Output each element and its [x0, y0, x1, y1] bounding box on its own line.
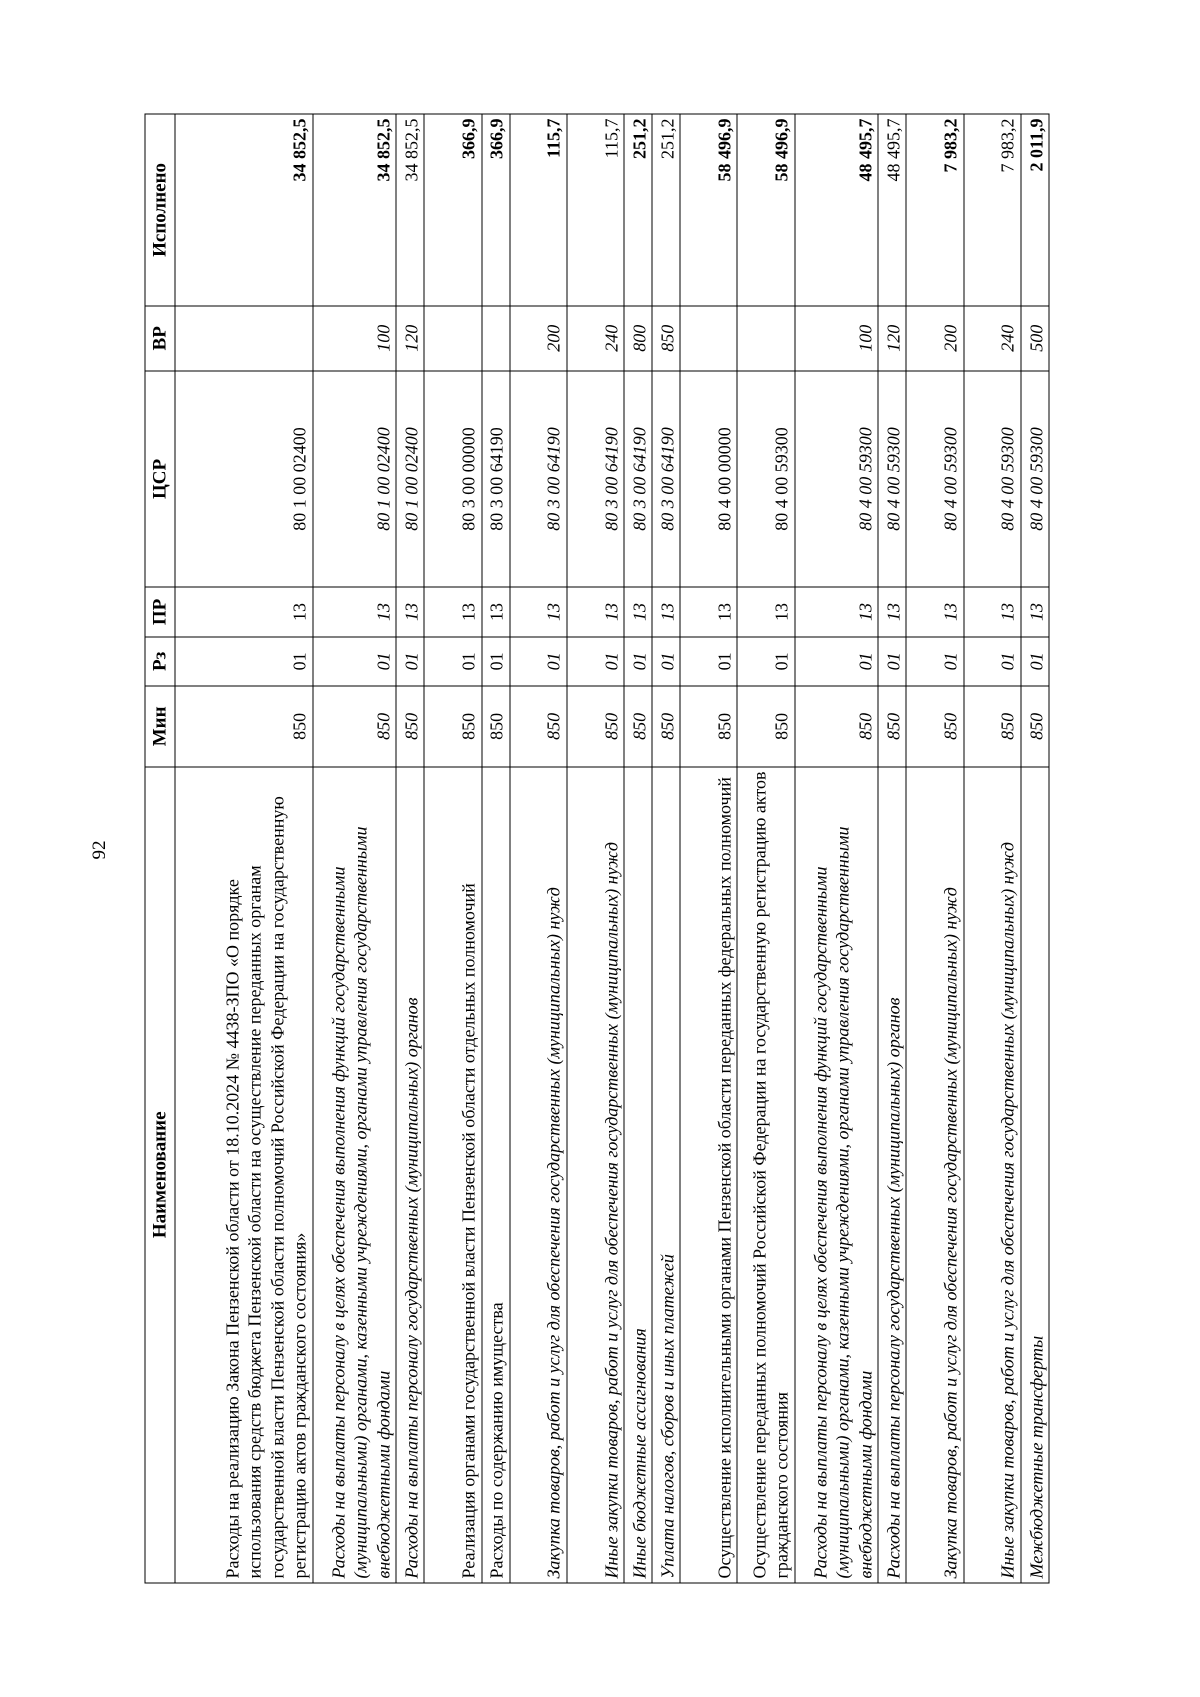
row-vr: 200	[510, 306, 567, 371]
row-done: 34 852,5	[396, 114, 424, 306]
row-vr: 850	[652, 306, 680, 371]
row-name: Иные закупки товаров, работ и услуг для обеспечения государственных (муниципальных) нужд	[964, 767, 1021, 1583]
header-vr: ВР	[145, 306, 175, 371]
header-pr: ПР	[145, 587, 175, 636]
row-name: Реализация органами государственной власти Пензенской области отдельных полномочий	[424, 767, 481, 1583]
table-row	[396, 114, 424, 1583]
row-min: 850	[482, 686, 510, 766]
row-pr: 13	[737, 587, 794, 636]
row-min: 850	[624, 686, 652, 766]
row-name: Осуществление переданных полномочий Российской Федерации на государственную регистрацию актов гражданского состояния	[737, 767, 794, 1583]
table-row	[482, 114, 510, 1583]
row-pr: 13	[396, 587, 424, 636]
row-done: 366,9	[482, 114, 510, 306]
row-min: 850	[313, 686, 397, 766]
row-vr	[424, 306, 481, 371]
budget-table	[145, 114, 1050, 1584]
row-min: 850	[878, 686, 906, 766]
row-min: 850	[737, 686, 794, 766]
row-name: Расходы на реализацию Закона Пензенской области от 18.10.2024 № 4438-ЗПО «О порядке использования средств бюджета Пензенской области на осуществление переданных органам государственной власти Пензенской области полномочий Российской Федерации на государственную регистрацию актов гражданского состояния»	[175, 767, 313, 1583]
row-done: 366,9	[424, 114, 481, 306]
table-row	[906, 114, 963, 1583]
row-done: 115,7	[567, 114, 624, 306]
row-vr	[680, 306, 737, 371]
row-min: 850	[964, 686, 1021, 766]
row-vr: 800	[624, 306, 652, 371]
row-rz: 01	[906, 637, 963, 686]
row-vr: 120	[878, 306, 906, 371]
row-min: 850	[680, 686, 737, 766]
row-vr	[482, 306, 510, 371]
row-name: Уплата налогов, сборов и иных платежей	[652, 767, 680, 1583]
row-rz: 01	[510, 637, 567, 686]
row-csr: 80 3 00 64190	[567, 371, 624, 587]
row-done: 58 496,9	[737, 114, 794, 306]
row-csr: 80 1 00 02400	[313, 371, 397, 587]
header-row	[145, 114, 175, 1583]
row-rz: 01	[624, 637, 652, 686]
row-name: Закупка товаров, работ и услуг для обеспечения государственных (муниципальных) нужд	[510, 767, 567, 1583]
row-csr: 80 4 00 59300	[795, 371, 879, 587]
row-csr: 80 1 00 02400	[175, 371, 313, 587]
table-row	[424, 114, 481, 1583]
row-csr: 80 3 00 64190	[652, 371, 680, 587]
row-min: 850	[906, 686, 963, 766]
header-done: Исполнено	[145, 114, 175, 306]
row-csr: 80 3 00 64190	[482, 371, 510, 587]
row-rz: 01	[313, 637, 397, 686]
row-min: 850	[567, 686, 624, 766]
row-name: Закупка товаров, работ и услуг для обеспечения государственных (муниципальных) нужд	[906, 767, 963, 1583]
row-min: 850	[175, 686, 313, 766]
row-csr: 80 4 00 59300	[878, 371, 906, 587]
row-name: Расходы по содержанию имущества	[482, 767, 510, 1583]
row-pr: 13	[680, 587, 737, 636]
row-csr: 80 4 00 00000	[680, 371, 737, 587]
page-number: 92	[89, 840, 110, 860]
row-vr: 120	[396, 306, 424, 371]
row-rz: 01	[795, 637, 879, 686]
row-min: 850	[795, 686, 879, 766]
table-row	[652, 114, 680, 1583]
row-vr	[175, 306, 313, 371]
table-row	[313, 114, 397, 1583]
row-done: 34 852,5	[175, 114, 313, 306]
row-done: 251,2	[624, 114, 652, 306]
row-csr: 80 4 00 59300	[1021, 371, 1049, 587]
row-name: Расходы на выплаты персоналу государственных (муниципальных) органов	[396, 767, 424, 1583]
row-vr: 200	[906, 306, 963, 371]
row-pr: 13	[906, 587, 963, 636]
row-rz: 01	[680, 637, 737, 686]
table-row	[680, 114, 737, 1583]
header-min: Мин	[145, 686, 175, 766]
row-name: Осуществление исполнительными органами Пензенской области переданных федеральных полномочий	[680, 767, 737, 1583]
header-rz: Рз	[145, 637, 175, 686]
row-pr: 13	[482, 587, 510, 636]
row-min: 850	[424, 686, 481, 766]
row-done: 2 011,9	[1021, 114, 1049, 306]
row-pr: 13	[878, 587, 906, 636]
row-pr: 13	[313, 587, 397, 636]
row-pr: 13	[652, 587, 680, 636]
row-min: 850	[1021, 686, 1049, 766]
row-pr: 13	[964, 587, 1021, 636]
row-pr: 13	[1021, 587, 1049, 636]
table-row	[1021, 114, 1049, 1583]
row-name: Иные закупки товаров, работ и услуг для обеспечения государственных (муниципальных) нужд	[567, 767, 624, 1583]
row-csr: 80 1 00 02400	[396, 371, 424, 587]
row-name: Расходы на выплаты персоналу государственных (муниципальных) органов	[878, 767, 906, 1583]
row-done: 7 983,2	[964, 114, 1021, 306]
table-row	[795, 114, 879, 1583]
table-row	[567, 114, 624, 1583]
row-pr: 13	[424, 587, 481, 636]
row-min: 850	[396, 686, 424, 766]
table-row	[624, 114, 652, 1583]
row-done: 115,7	[510, 114, 567, 306]
row-csr: 80 3 00 64190	[510, 371, 567, 587]
row-rz: 01	[878, 637, 906, 686]
row-vr: 100	[313, 306, 397, 371]
row-name: Расходы на выплаты персоналу в целях обеспечения выполнения функций государственными (муниципальными) органами, казенными учреждениями, органами управления государственными внебюджетными фондами	[313, 767, 397, 1583]
row-rz: 01	[424, 637, 481, 686]
row-done: 58 496,9	[680, 114, 737, 306]
row-done: 34 852,5	[313, 114, 397, 306]
row-csr: 80 4 00 59300	[964, 371, 1021, 587]
row-vr: 500	[1021, 306, 1049, 371]
row-min: 850	[510, 686, 567, 766]
row-done: 48 495,7	[878, 114, 906, 306]
table-row	[878, 114, 906, 1583]
row-csr: 80 3 00 64190	[624, 371, 652, 587]
row-pr: 13	[510, 587, 567, 636]
row-vr	[737, 306, 794, 371]
header-csr: ЦСР	[145, 371, 175, 587]
table-row	[964, 114, 1021, 1583]
row-vr: 240	[964, 306, 1021, 371]
row-rz: 01	[737, 637, 794, 686]
row-csr: 80 3 00 00000	[424, 371, 481, 587]
row-rz: 01	[567, 637, 624, 686]
row-rz: 01	[964, 637, 1021, 686]
table-row	[510, 114, 567, 1583]
row-done: 48 495,7	[795, 114, 879, 306]
row-name: Иные бюджетные ассигнования	[624, 767, 652, 1583]
row-pr: 13	[624, 587, 652, 636]
row-min: 850	[652, 686, 680, 766]
row-rz: 01	[652, 637, 680, 686]
row-vr: 240	[567, 306, 624, 371]
row-csr: 80 4 00 59300	[737, 371, 794, 587]
row-rz: 01	[482, 637, 510, 686]
row-pr: 13	[567, 587, 624, 636]
row-pr: 13	[175, 587, 313, 636]
row-pr: 13	[795, 587, 879, 636]
header-name: Наименование	[145, 767, 175, 1583]
table-row	[737, 114, 794, 1583]
row-name: Расходы на выплаты персоналу в целях обеспечения выполнения функций государственными (муниципальными) органами, казенными учреждениями, органами управления государственными внебюджетными фондами	[795, 767, 879, 1583]
row-vr: 100	[795, 306, 879, 371]
row-name: Межбюджетные трансферты	[1021, 767, 1049, 1583]
row-rz: 01	[175, 637, 313, 686]
row-csr: 80 4 00 59300	[906, 371, 963, 587]
table-row	[175, 114, 313, 1583]
row-rz: 01	[1021, 637, 1049, 686]
row-done: 7 983,2	[906, 114, 963, 306]
table-container	[145, 114, 1050, 1584]
row-done: 251,2	[652, 114, 680, 306]
row-rz: 01	[396, 637, 424, 686]
